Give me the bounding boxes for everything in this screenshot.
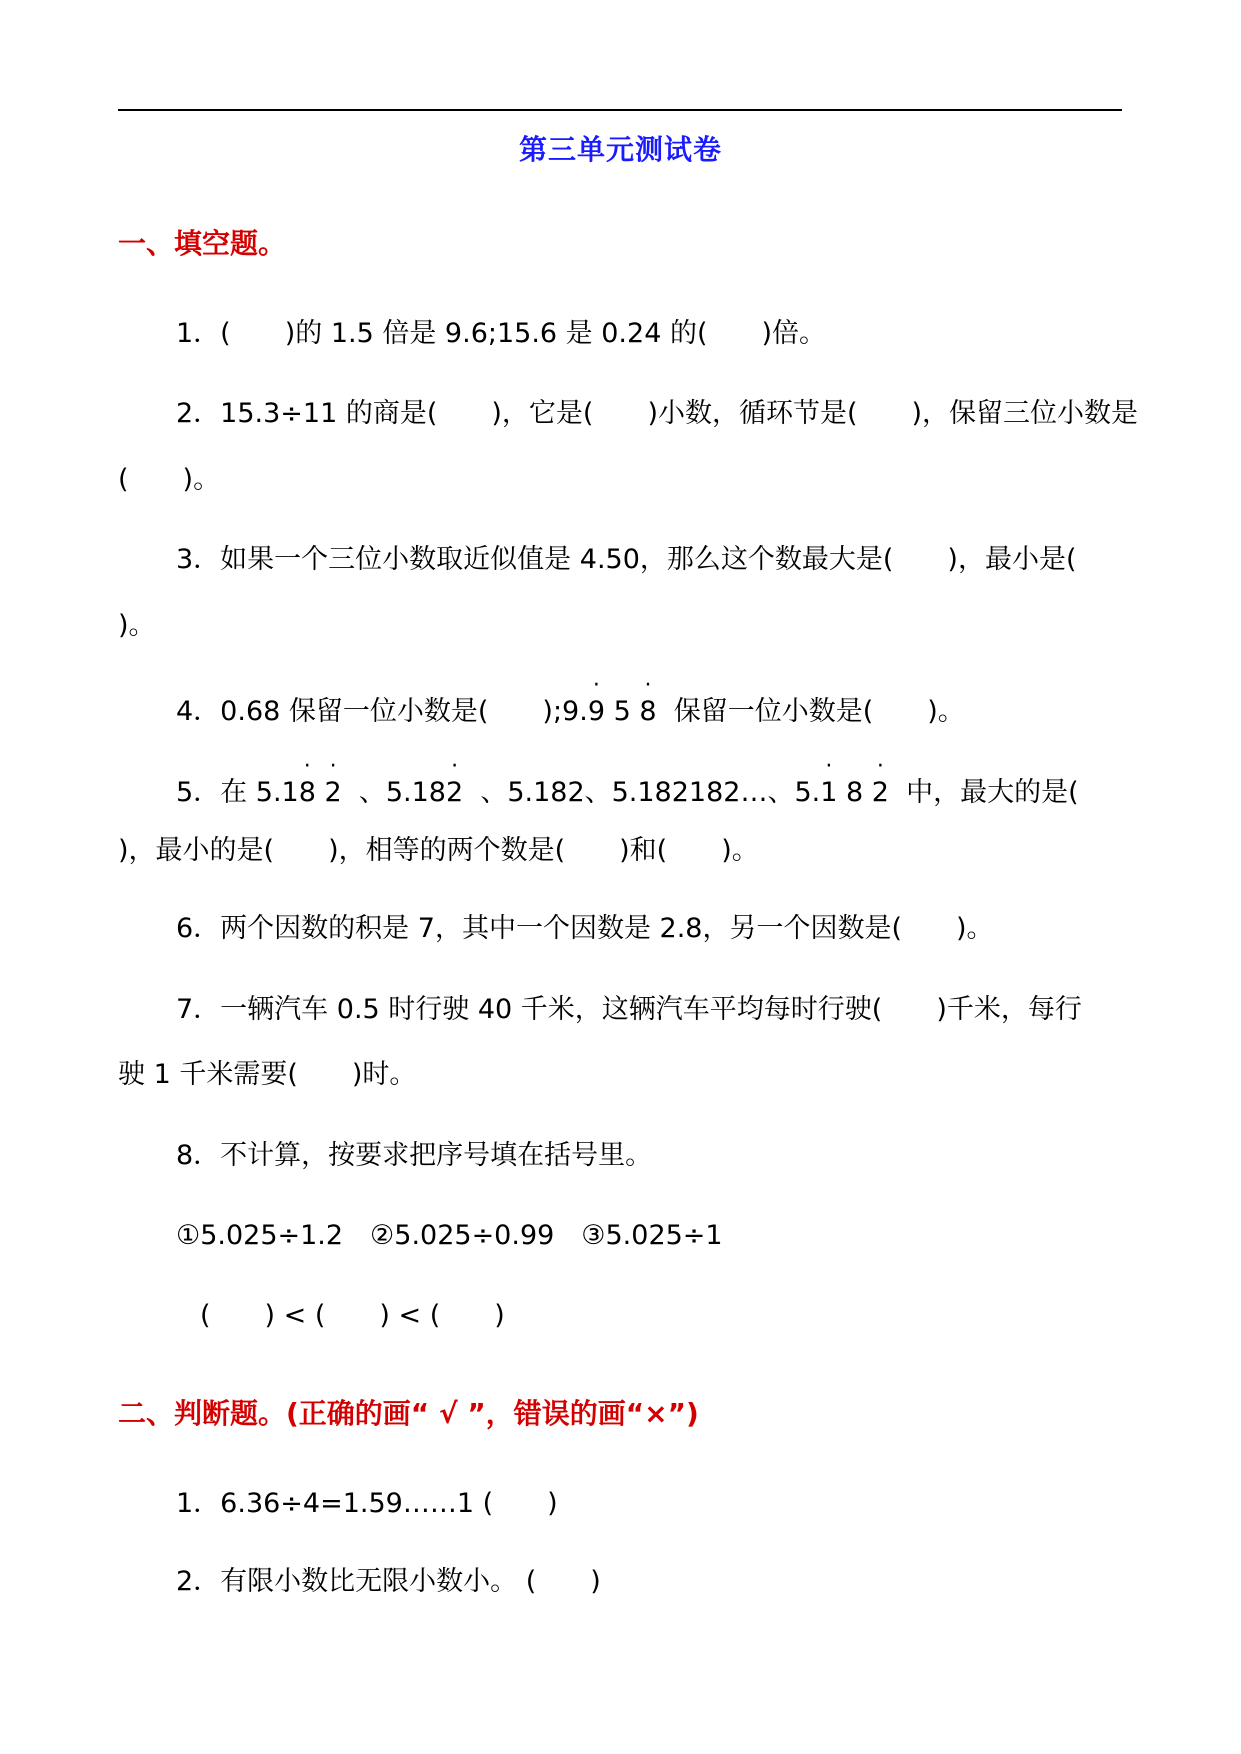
question-8-comparison: ( ) < ( ) < ( )	[200, 1300, 505, 1331]
question-1: 1．( )的 1.5 倍是 9.6;15.6 是 0.24 的( )倍。	[176, 318, 827, 349]
section-heading-true-false: 二、判断题。(正确的画“ √ ”，错误的画“×”)	[118, 1397, 699, 1430]
question-3-line-2: )。	[118, 610, 156, 641]
question-3-line-1: 3．如果一个三位小数取近似值是 4.50，那么这个数最大是( )，最小是(	[176, 544, 1077, 575]
repeating-digit: · 2	[446, 775, 463, 811]
tf-question-2: 2．有限小数比无限小数小。 ( )	[176, 1566, 601, 1597]
tf-question-1: 1．6.36÷4=1.59……1 ( )	[176, 1488, 558, 1519]
question-5-text-d: 中，最大的是(	[906, 777, 1079, 808]
question-2-line-2: ( )。	[118, 464, 221, 495]
page-title: 第三单元测试卷	[518, 133, 722, 166]
question-4-text-b: 保留一位小数是( )。	[673, 696, 965, 727]
question-5-text-c: 、5.182、5.182182…、5.	[480, 777, 821, 808]
repeating-digit: · 8	[299, 775, 316, 811]
question-4-text-a: 4．0.68 保留一位小数是( );9.	[176, 696, 588, 727]
question-7-line-2: 驶 1 千米需要( )时。	[118, 1059, 417, 1090]
repeating-digit: · 2	[324, 775, 341, 811]
repeating-digit: · 1	[820, 775, 837, 811]
repeating-digit: · 2	[872, 775, 889, 811]
question-7-line-1: 7．一辆汽车 0.5 时行驶 40 千米，这辆汽车平均每时行驶( )千米，每行	[176, 994, 1082, 1025]
question-2-line-1: 2．15.3÷11 的商是( )，它是( )小数，循环节是( )，保留三位小数是	[176, 398, 1139, 429]
section-heading-fill-blank: 一、填空题。	[118, 227, 287, 260]
repeating-digit: · 9	[588, 694, 605, 730]
question-5-line-2: )，最小的是( )，相等的两个数是( )和( )。	[118, 835, 759, 866]
header-rule	[118, 109, 1122, 111]
question-6: 6．两个因数的积是 7，其中一个因数是 2.8，另一个因数是( )。	[176, 913, 994, 944]
repeating-digit: · 8	[639, 694, 656, 730]
question-4	[176, 694, 1123, 730]
digit: 5	[613, 696, 631, 727]
question-8-options: ①5.025÷1.2 ②5.025÷0.99 ③5.025÷1	[176, 1220, 723, 1251]
digit: 8	[846, 777, 864, 808]
question-5-text-b: 、5.18	[358, 777, 446, 808]
question-8: 8．不计算，按要求把序号填在括号里。	[176, 1140, 653, 1171]
question-5-text-a: 5．在 5.1	[176, 777, 299, 808]
question-5-line-1	[176, 775, 1123, 811]
